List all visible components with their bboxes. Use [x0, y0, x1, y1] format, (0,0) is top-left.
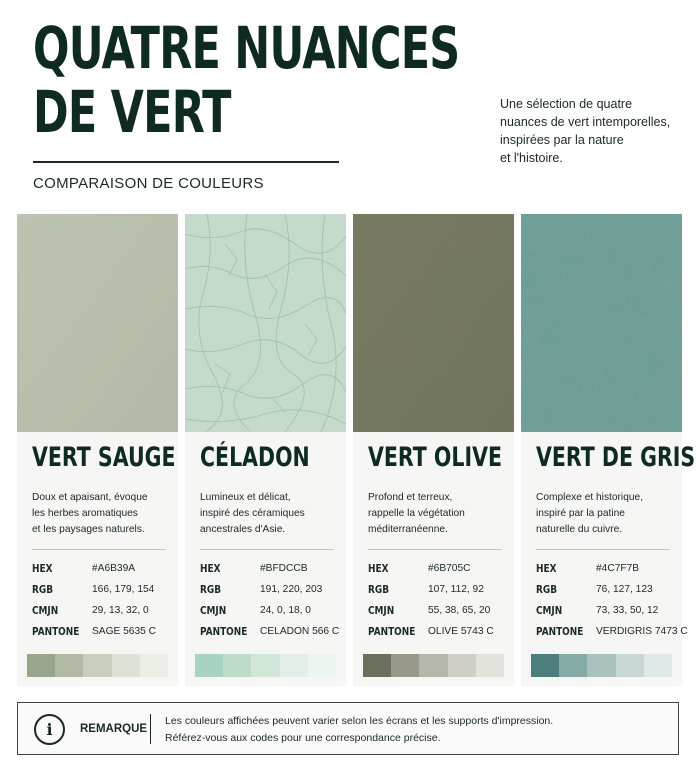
olive-texture-image: [353, 214, 514, 432]
title-line-2: DE VERT: [33, 78, 231, 146]
description-line: Doux et apaisant, évoque: [32, 492, 148, 503]
description-line: les herbes aromatiques: [32, 508, 138, 519]
texture-swatch: [17, 214, 178, 432]
texture-swatch: [521, 214, 682, 432]
rgb-value: 191, 220, 203: [260, 584, 323, 595]
intro-line: Une sélection de quatre: [500, 97, 633, 111]
description-line: naturelle du cuivre.: [536, 524, 623, 535]
tint-swatch: [83, 654, 111, 677]
color-description: [536, 490, 676, 538]
cmjn-value: 29, 13, 32, 0: [92, 605, 149, 616]
intro-line: nuances de vert intemporelles,: [500, 115, 671, 129]
tint-swatch: [644, 654, 672, 677]
page-subtitle: COMPARAISON DE COULEURS: [33, 175, 264, 192]
hex-value: #A6B39A: [92, 563, 136, 574]
tint-swatch: [280, 654, 308, 677]
tint-swatch: [308, 654, 336, 677]
title-line-1: QUATRE NUANCES: [33, 14, 460, 82]
rgb-value: 166, 179, 154: [92, 584, 155, 595]
description-line: et les paysages naturels.: [32, 524, 145, 535]
spec-label: PANTONE: [368, 626, 416, 638]
tint-swatch: [140, 654, 168, 677]
hex-value: #4C7F7B: [596, 563, 640, 574]
hex-value: #BFDCCB: [260, 563, 308, 574]
description-line: inspiré par la patine: [536, 508, 625, 519]
note-label: REMARQUE: [80, 723, 148, 735]
texture-swatch: [353, 214, 514, 432]
tint-swatch: [55, 654, 83, 677]
pantone-value: VERDIGRIS 7473 C: [596, 626, 688, 637]
spec-label: HEX: [200, 563, 221, 575]
spec-label: HEX: [368, 563, 389, 575]
card-divider: [368, 549, 501, 550]
tint-swatch: [363, 654, 391, 677]
tint-swatch: [531, 654, 559, 677]
celadon-crackle-texture-image: [185, 214, 346, 432]
tint-strip: [27, 654, 168, 677]
color-description: [368, 490, 508, 538]
color-description: [32, 490, 172, 538]
color-cards: [17, 214, 696, 686]
tint-strip: [531, 654, 672, 677]
spec-label: PANTONE: [536, 626, 584, 638]
tint-swatch: [559, 654, 587, 677]
color-card-vert-de-gris: [521, 214, 696, 686]
rgb-value: 107, 112, 92: [428, 584, 484, 595]
tint-swatch: [195, 654, 223, 677]
intro-line: inspirées par la nature: [500, 133, 624, 147]
color-card-vert-olive: [353, 214, 514, 686]
note-text: [165, 713, 553, 747]
description-line: ancestrales d'Asie.: [200, 524, 286, 535]
color-card-celadon: [185, 214, 346, 686]
tint-swatch: [616, 654, 644, 677]
spec-label: CMJN: [536, 605, 563, 617]
spec-label: CMJN: [32, 605, 59, 617]
spec-label: PANTONE: [200, 626, 248, 638]
color-description: [200, 490, 340, 538]
intro-line: et l'histoire.: [500, 151, 563, 165]
page-title: [33, 16, 459, 144]
note-line: Les couleurs affichées peuvent varier selon les écrans et les supports d'impression.: [165, 715, 554, 727]
description-line: inspiré des céramiques: [200, 508, 305, 519]
spec-label: HEX: [536, 563, 557, 575]
verdigris-patina-texture-image: [521, 214, 682, 432]
card-divider: [32, 549, 165, 550]
note-divider: [150, 714, 151, 744]
color-card-vert-sauge: [17, 214, 178, 686]
color-name: VERT OLIVE: [368, 442, 502, 473]
cmjn-value: 73, 33, 50, 12: [596, 605, 659, 616]
tint-strip: [195, 654, 336, 677]
info-icon: i: [34, 714, 65, 745]
pantone-value: OLIVE 5743 C: [428, 626, 494, 637]
description-line: méditerranéenne.: [368, 524, 448, 535]
description-line: Profond et terreux,: [368, 492, 453, 503]
tint-swatch: [419, 654, 447, 677]
tint-swatch: [448, 654, 476, 677]
color-name: CÉLADON: [200, 442, 310, 473]
spec-label: CMJN: [200, 605, 227, 617]
intro-text: [500, 95, 685, 167]
spec-label: RGB: [536, 584, 558, 596]
pantone-value: SAGE 5635 C: [92, 626, 156, 637]
spec-label: RGB: [200, 584, 222, 596]
title-divider: [33, 161, 339, 163]
tint-swatch: [27, 654, 55, 677]
rgb-value: 76, 127, 123: [596, 584, 653, 595]
description-line: Lumineux et délicat,: [200, 492, 291, 503]
description-line: rappelle la végétation: [368, 508, 465, 519]
spec-label: RGB: [32, 584, 54, 596]
tint-swatch: [587, 654, 615, 677]
spec-label: PANTONE: [32, 626, 80, 638]
cmjn-value: 24, 0, 18, 0: [260, 605, 311, 616]
spec-label: CMJN: [368, 605, 395, 617]
tint-strip: [363, 654, 504, 677]
cmjn-value: 55, 38, 65, 20: [428, 605, 491, 616]
tint-swatch: [112, 654, 140, 677]
card-divider: [200, 549, 333, 550]
note-box: [17, 702, 679, 755]
tint-swatch: [223, 654, 251, 677]
tint-swatch: [391, 654, 419, 677]
note-line: Référez-vous aux codes pour une correspondance précise.: [165, 732, 441, 744]
color-name: VERT SAUGE: [32, 442, 176, 473]
color-name: VERT DE GRIS: [536, 442, 696, 473]
card-divider: [536, 549, 669, 550]
description-line: Complexe et historique,: [536, 492, 644, 503]
texture-swatch: [185, 214, 346, 432]
spec-label: HEX: [32, 563, 53, 575]
tint-swatch: [251, 654, 279, 677]
tint-swatch: [476, 654, 504, 677]
spec-label: RGB: [368, 584, 390, 596]
sage-texture-image: [17, 214, 178, 432]
pantone-value: CELADON 566 C: [260, 626, 340, 637]
hex-value: #6B705C: [428, 563, 471, 574]
